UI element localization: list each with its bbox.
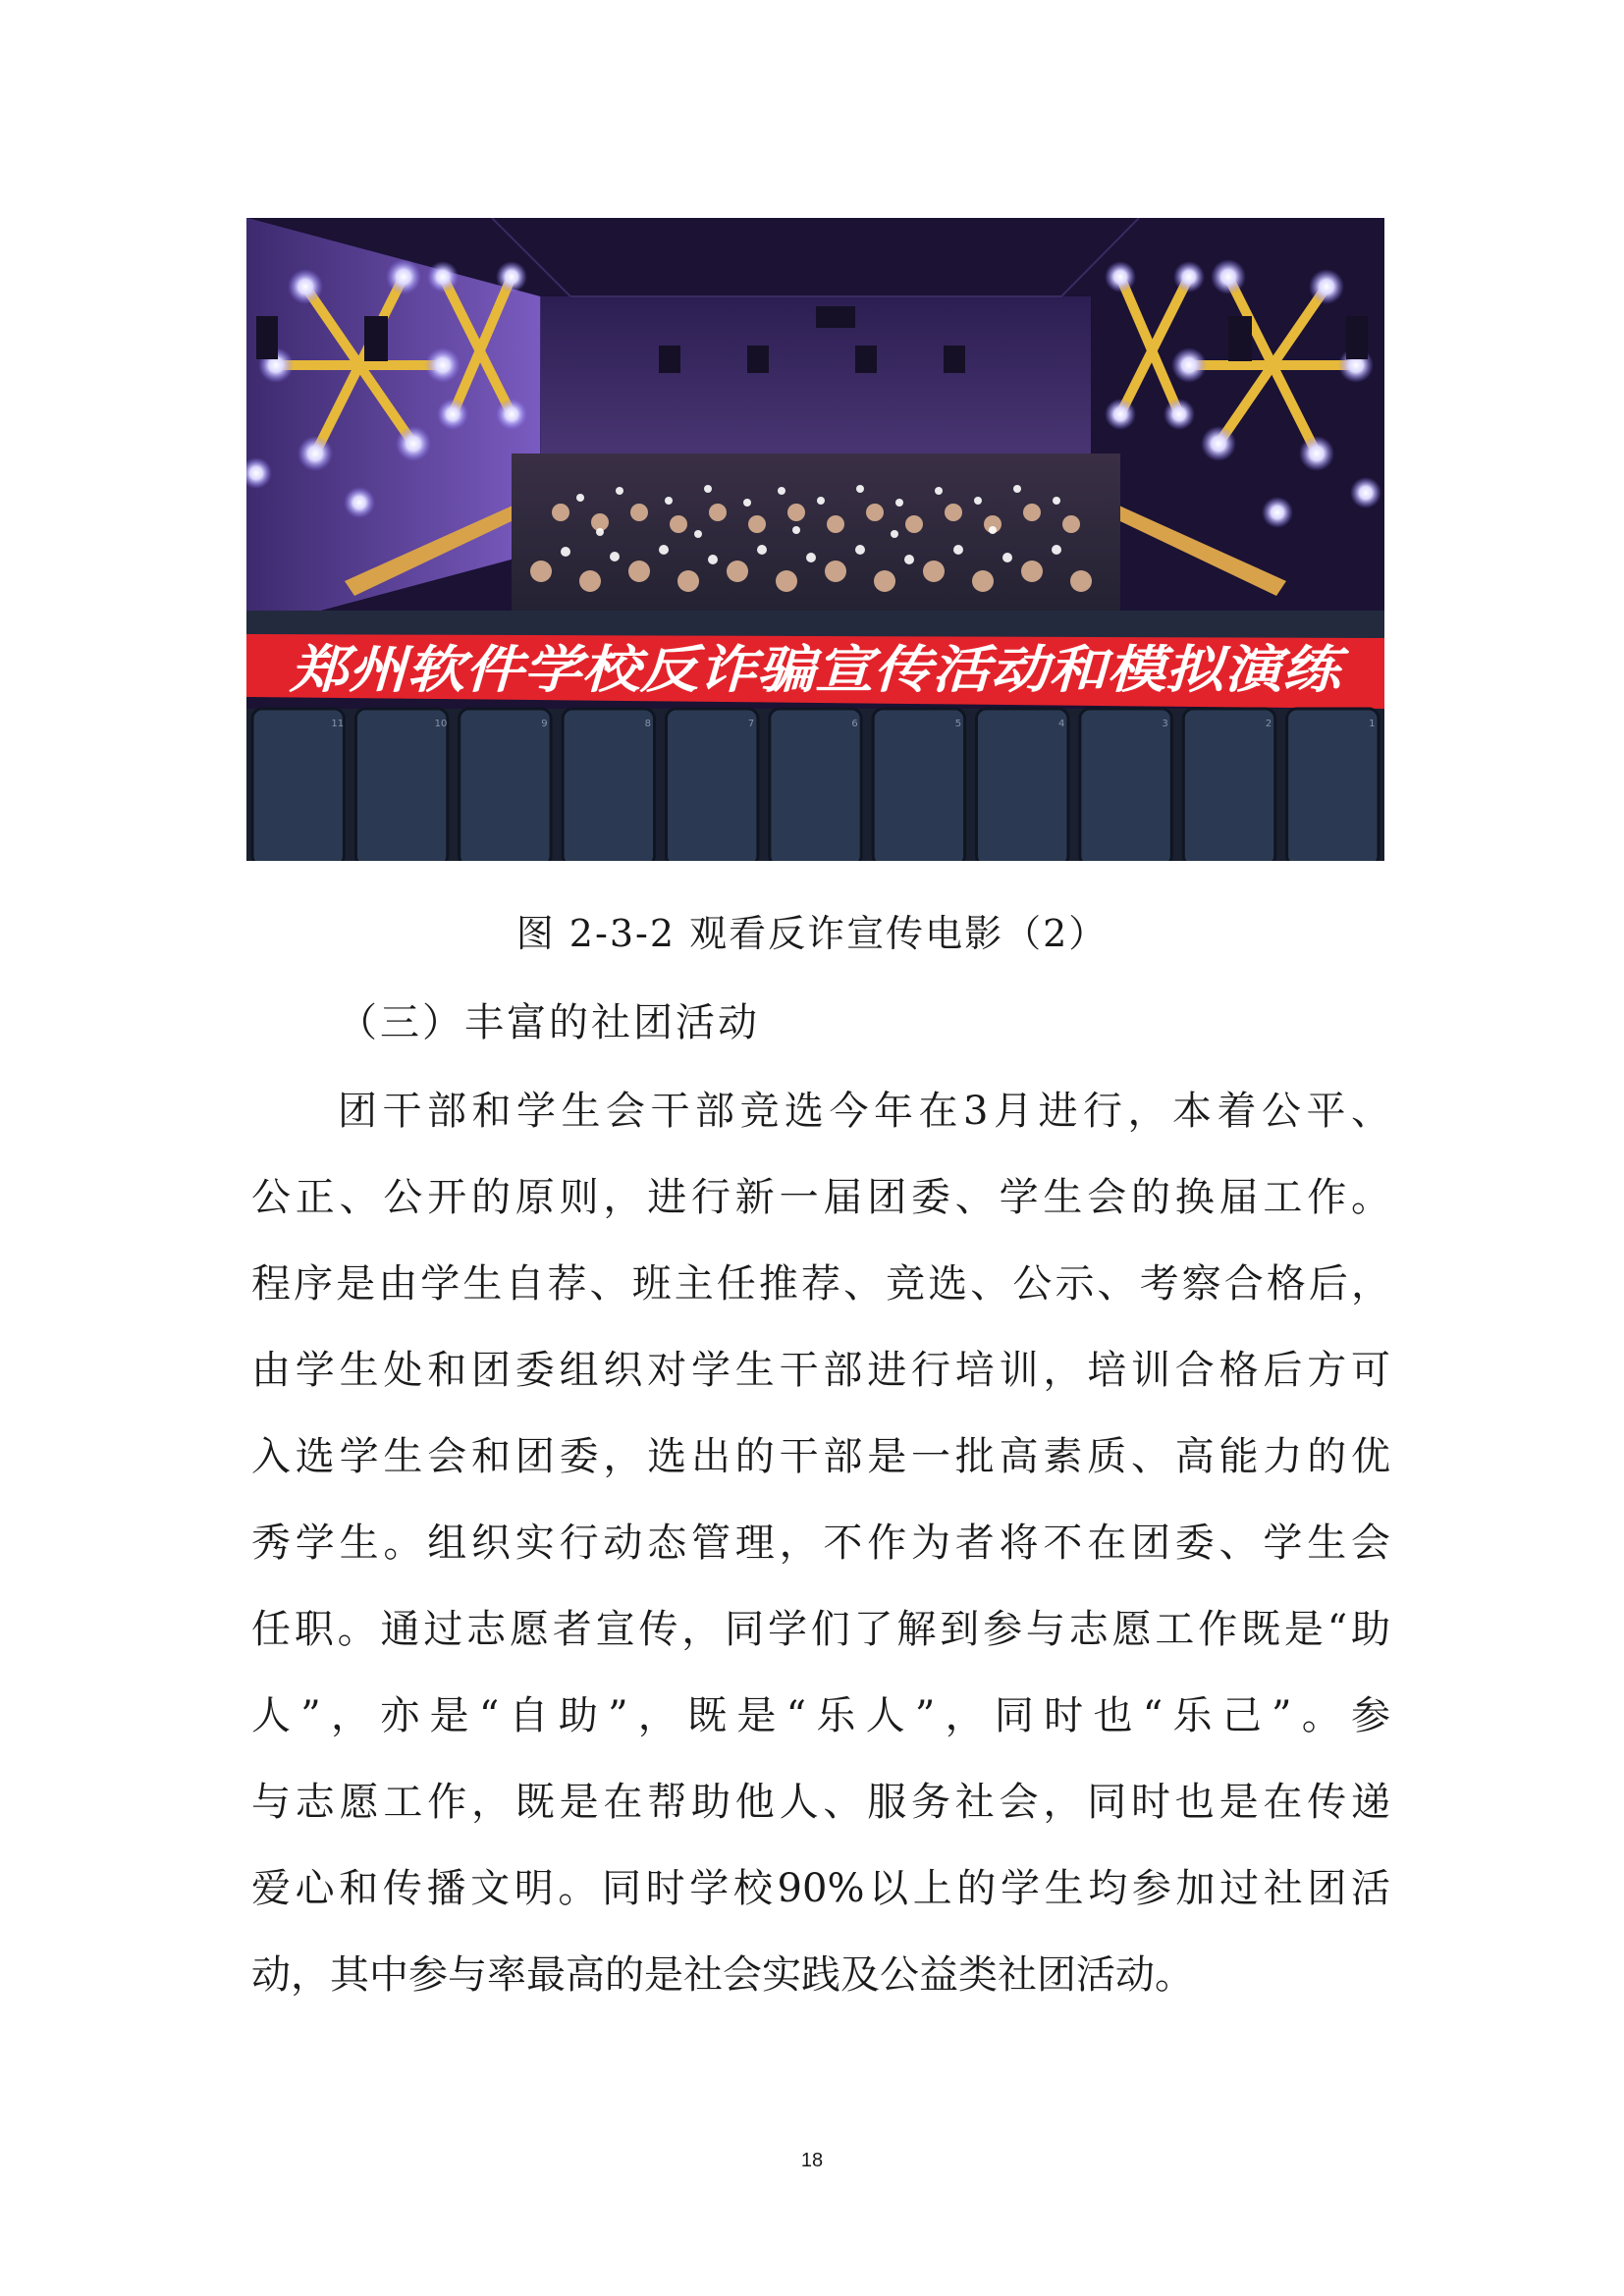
cinema-photo — [246, 218, 1384, 861]
seat-number: 7 — [747, 719, 755, 729]
cinema-seat — [770, 709, 861, 861]
section-heading: （三）丰富的社团活动 — [338, 1000, 760, 1045]
cinema-seat — [1183, 709, 1274, 861]
paragraph-line: 秀学生。组织实行动态管理，不作为者将不在团委、学生会 — [251, 1521, 1390, 1566]
paragraph-line: 入选学生会和团委，选出的干部是一批高素质、高能力的优 — [251, 1434, 1390, 1479]
cinema-seat — [460, 709, 551, 861]
paragraph-line: 与志愿工作，既是在帮助他人、服务社会，同时也是在传递 — [251, 1780, 1390, 1825]
cinema-seat — [1287, 709, 1379, 861]
paragraph-line: 动，其中参与率最高的是社会实践及公益类社团活动。 — [251, 1952, 1194, 1998]
figure-caption: 图 2-3-2 观看反诈宣传电影（2） — [515, 912, 1109, 955]
paragraph-line: 人”，亦是“自助”，既是“乐人”，同时也“乐己”。参 — [251, 1693, 1390, 1738]
seat-number: 9 — [541, 719, 548, 729]
cinema-seat — [873, 709, 964, 861]
cinema-seat — [667, 709, 758, 861]
cinema-seat — [563, 709, 654, 861]
seat-number: 5 — [954, 719, 962, 729]
seat-number: 3 — [1162, 719, 1168, 729]
page-number: 18 — [800, 2150, 824, 2171]
seat-number: 11 — [331, 719, 345, 729]
cinema-seat — [252, 709, 344, 861]
body-paragraph — [251, 1068, 1390, 2018]
cinema-seat — [977, 709, 1068, 861]
seat-number: 8 — [644, 719, 651, 729]
paragraph-line: 任职。通过志愿者宣传，同学们了解到参与志愿工作既是“助 — [251, 1607, 1390, 1652]
seat-number: 10 — [434, 719, 448, 729]
paragraph-line: 团干部和学生会干部竞选今年在3月进行，本着公平、 — [338, 1089, 1390, 1134]
seat-number: 2 — [1265, 719, 1272, 729]
seat-number: 6 — [851, 719, 858, 729]
cinema-seat — [1080, 709, 1171, 861]
cinema-seat — [355, 709, 447, 861]
paragraph-line: 程序是由学生自荐、班主任推荐、竞选、公示、考察合格后， — [251, 1261, 1390, 1307]
seat-number: 4 — [1058, 719, 1065, 729]
banner-text: 郑州软件学校反诈骗宣传活动和模拟演练 — [288, 641, 1351, 700]
paragraph-line: 爱心和传播文明。同时学校90%以上的学生均参加过社团活 — [251, 1866, 1390, 1911]
paragraph-line: 公正、公开的原则，进行新一届团委、学生会的换届工作。 — [251, 1175, 1390, 1220]
seat-number: 1 — [1369, 719, 1376, 729]
paragraph-line: 由学生处和团委组织对学生干部进行培训，培训合格后方可 — [251, 1348, 1390, 1393]
